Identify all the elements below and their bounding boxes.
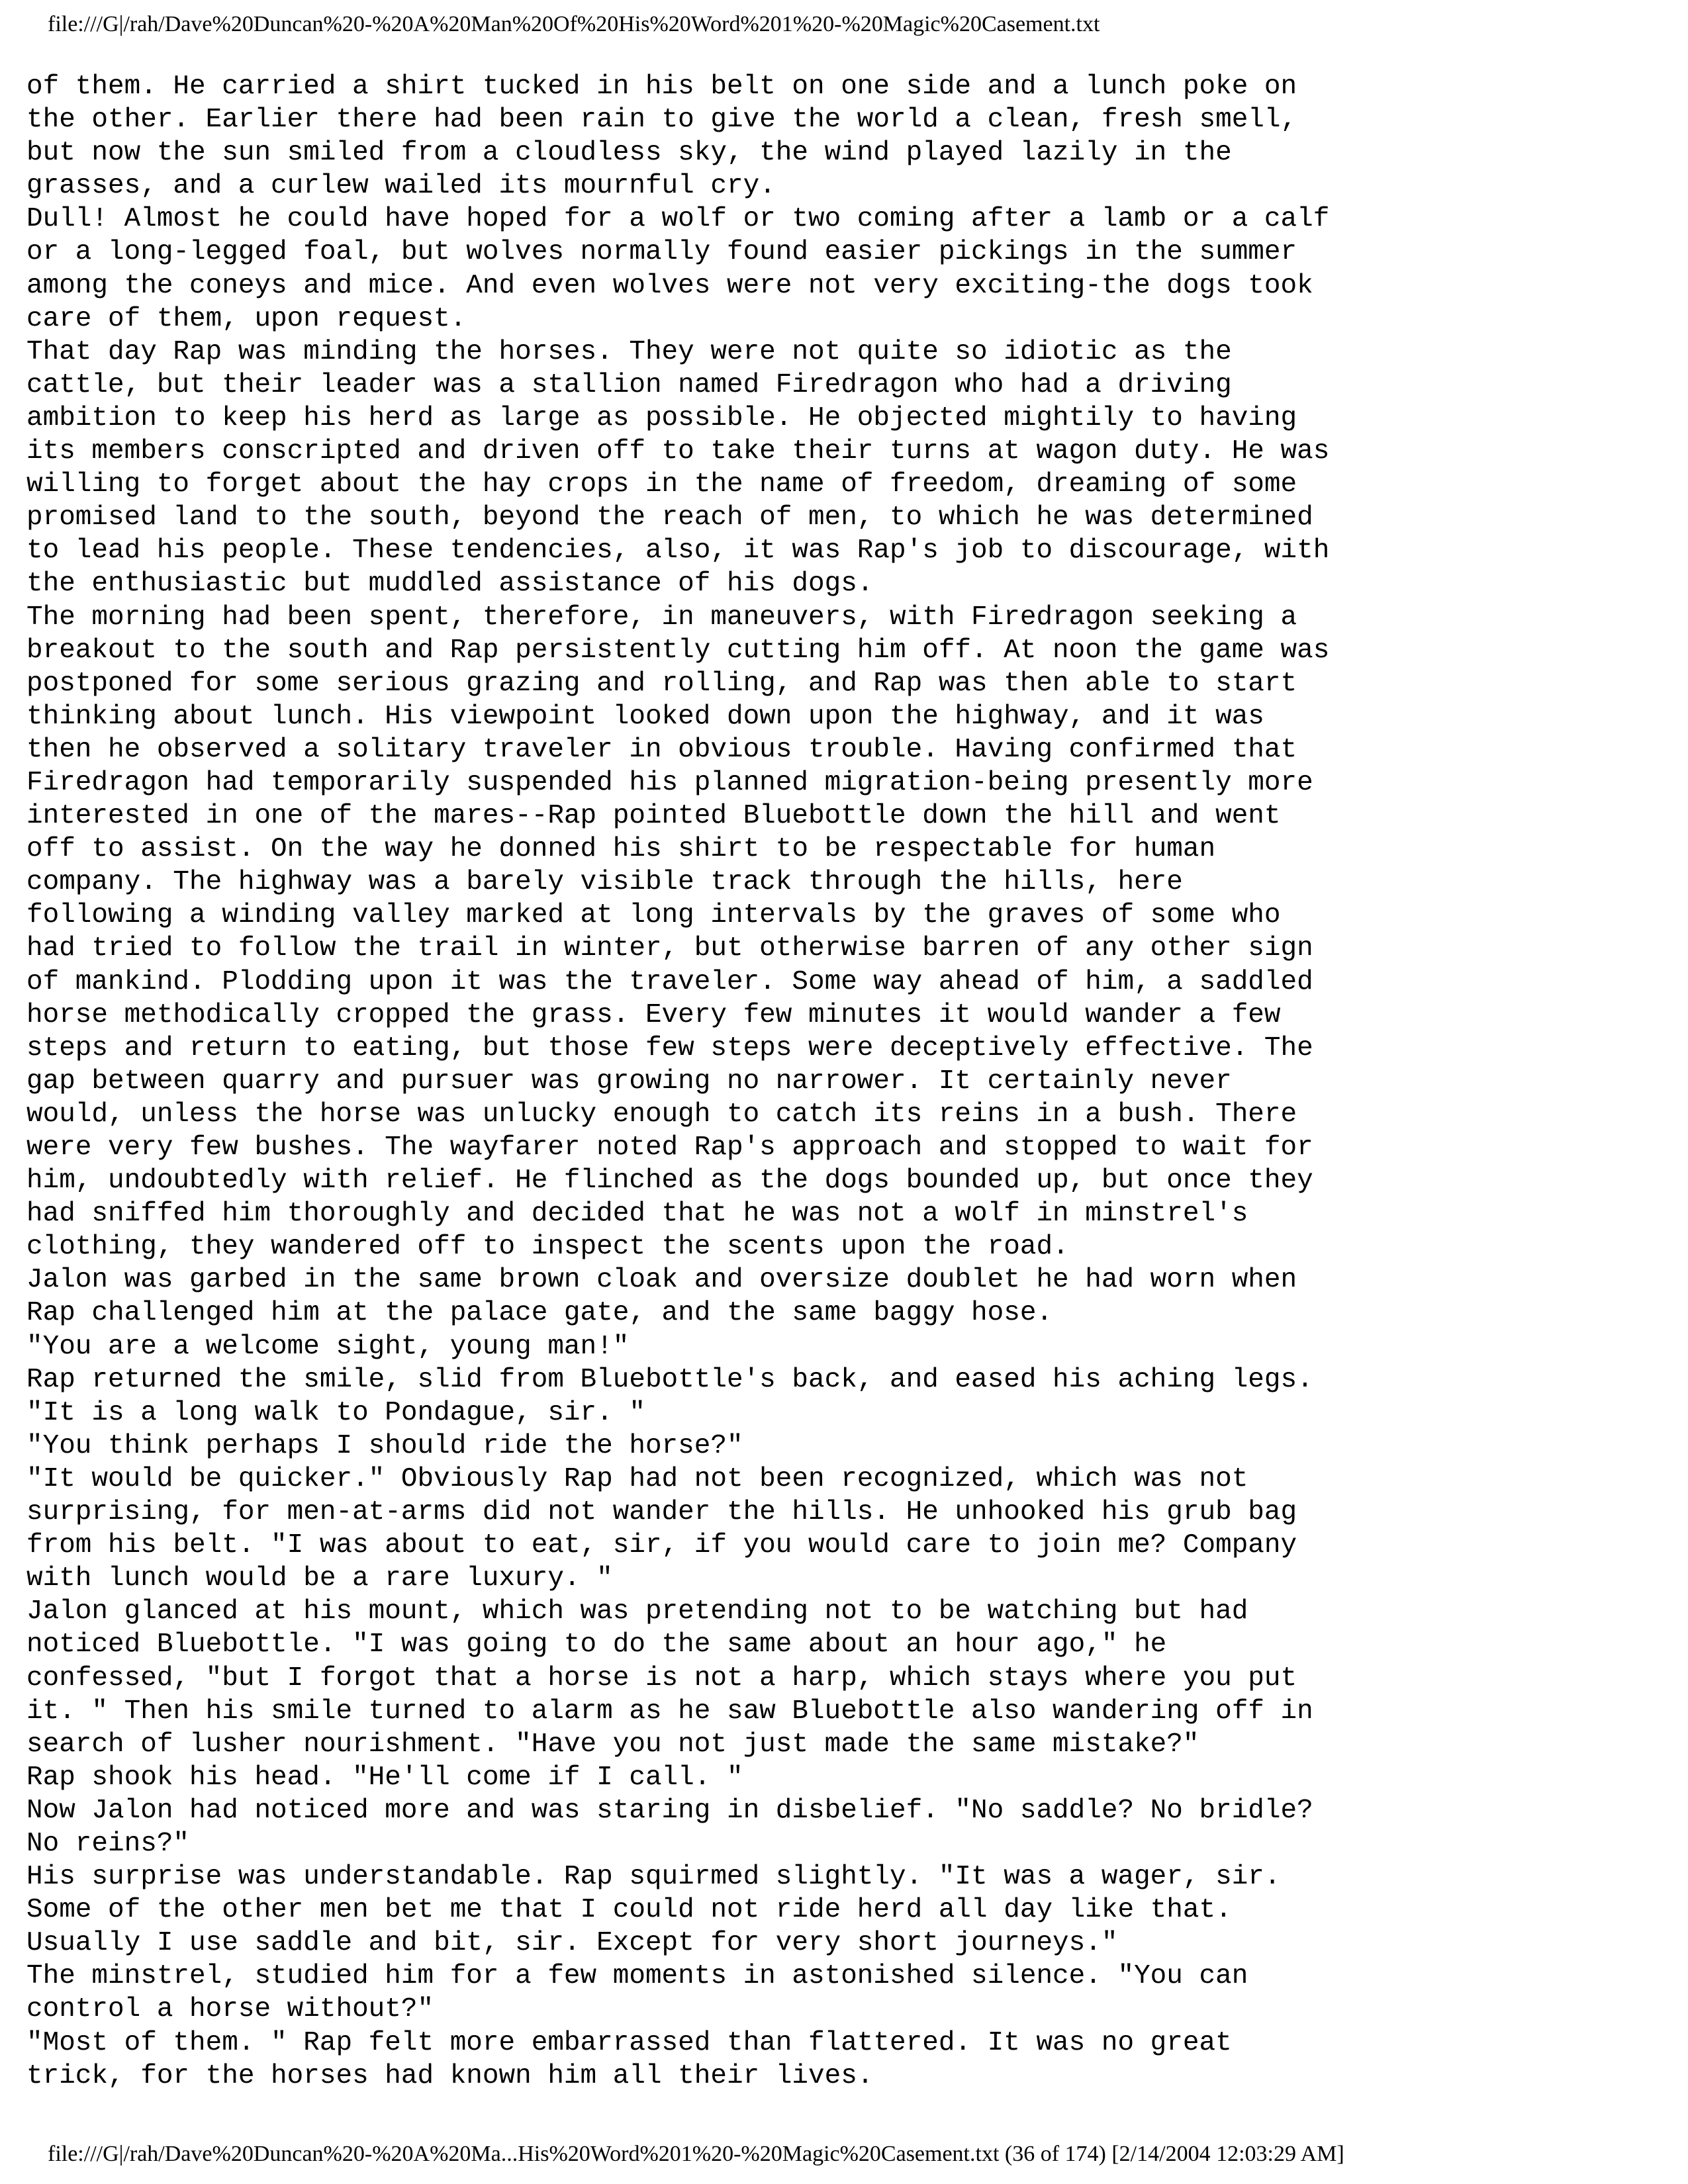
text-line: interested in one of the mares--Rap pointed Bluebottle down the hill and went: [26, 801, 1281, 832]
text-line: company. The highway was a barely visible track through the hills, here: [26, 867, 1183, 898]
text-line: but now the sun smiled from a cloudless sky, the wind played lazily in the: [26, 138, 1232, 169]
text-line: from his belt. "I was about to eat, sir, if you would care to join me? Company: [26, 1530, 1297, 1561]
text-line: Some of the other men bet me that I could not ride herd all day like that.: [26, 1895, 1232, 1926]
text-line: following a winding valley marked at long intervals by the graves of some who: [26, 900, 1281, 931]
text-line: cattle, but their leader was a stallion named Firedragon who had a driving: [26, 369, 1232, 400]
text-line: steps and return to eating, but those few steps were deceptively effective. The: [26, 1032, 1313, 1064]
text-line: "Most of them. " Rap felt more embarrassed than flattered. It was no great: [26, 2027, 1232, 2058]
text-line: His surprise was understandable. Rap squirmed slightly. "It was a wager, sir.: [26, 1862, 1281, 1893]
text-line: breakout to the south and Rap persistently cutting him off. At noon the game was: [26, 635, 1330, 666]
text-line: trick, for the horses had known him all their lives.: [26, 2060, 874, 2091]
text-line: grasses, and a curlew wailed its mournful cry.: [26, 171, 776, 202]
text-line: control a horse without?": [26, 1994, 434, 2025]
text-line: the enthusiastic but muddled assistance of his dogs.: [26, 569, 874, 600]
text-line: Rap shook his head. "He'll come if I call. ": [26, 1762, 743, 1793]
text-line: "It would be quicker." Obviously Rap had not been recognized, which was not: [26, 1463, 1248, 1494]
text-line: confessed, "but I forgot that a horse is not a harp, which stays where you put: [26, 1662, 1297, 1694]
text-line: surprising, for men-at-arms did not wander the hills. He unhooked his grub bag: [26, 1497, 1297, 1528]
page-footer: file:///G|/rah/Dave%20Duncan%20-%20A%20Ma...His%20Word%201%20-%20Magic%20Casement.txt (36 of 174) [2/14/2004 12:03:29 AM]: [48, 2142, 1344, 2166]
text-line: Usually I use saddle and bit, sir. Except for very short journeys.": [26, 1928, 1118, 1959]
text-line: "It is a long walk to Pondague, sir. ": [26, 1397, 645, 1428]
text-line: Rap returned the smile, slid from Bluebottle's back, and eased his aching legs.: [26, 1364, 1313, 1395]
text-line: the other. Earlier there had been rain to give the world a clean, fresh smell,: [26, 105, 1297, 136]
text-line: clothing, they wandered off to inspect the scents upon the road.: [26, 1232, 1069, 1263]
text-line: Dull! Almost he could have hoped for a wolf or two coming after a lamb or a calf: [26, 204, 1330, 235]
text-line: with lunch would be a rare luxury. ": [26, 1563, 613, 1594]
text-line: That day Rap was minding the horses. They were not quite so idiotic as the: [26, 336, 1232, 367]
text-line: him, undoubtedly with relief. He flinched as the dogs bounded up, but once they: [26, 1165, 1313, 1197]
text-line: search of lusher nourishment. "Have you not just made the same mistake?": [26, 1729, 1199, 1760]
text-line: noticed Bluebottle. "I was going to do the same about an hour ago," he: [26, 1629, 1167, 1661]
text-line: postponed for some serious grazing and rolling, and Rap was then able to start: [26, 668, 1297, 699]
text-line: would, unless the horse was unlucky enough to catch its reins in a bush. There: [26, 1099, 1297, 1130]
text-line: gap between quarry and pursuer was growing no narrower. It certainly never: [26, 1066, 1232, 1097]
text-line: care of them, upon request.: [26, 303, 467, 334]
text-line: of them. He carried a shirt tucked in his belt on one side and a lunch poke on: [26, 71, 1297, 102]
text-line: Firedragon had temporarily suspended his planned migration-being presently more: [26, 767, 1313, 798]
text-line: The morning had been spent, therefore, in maneuvers, with Firedragon seeking a: [26, 602, 1297, 633]
text-line: had sniffed him thoroughly and decided that he was not a wolf in minstrel's: [26, 1199, 1248, 1230]
text-line: thinking about lunch. His viewpoint looked down upon the highway, and it was: [26, 701, 1264, 732]
text-line: No reins?": [26, 1828, 190, 1859]
text-line: ambition to keep his herd as large as possible. He objected mightily to having: [26, 402, 1297, 433]
text-line: willing to forget about the hay crops in the name of freedom, dreaming of some: [26, 469, 1297, 500]
text-line: The minstrel, studied him for a few moments in astonished silence. "You can: [26, 1961, 1248, 1992]
text-line: of mankind. Plodding upon it was the traveler. Some way ahead of him, a saddled: [26, 966, 1313, 997]
text-line: Rap challenged him at the palace gate, and the same baggy hose.: [26, 1298, 1053, 1329]
text-line: it. " Then his smile turned to alarm as he saw Bluebottle also wandering off in: [26, 1696, 1313, 1727]
text-line: "You think perhaps I should ride the horse?": [26, 1430, 743, 1461]
text-line: Jalon glanced at his mount, which was pretending not to be watching but had: [26, 1596, 1248, 1627]
page-header-path: file:///G|/rah/Dave%20Duncan%20-%20A%20Man%20Of%20His%20Word%201%20-%20Magic%20Casement.txt: [48, 12, 1100, 36]
text-line: then he observed a solitary traveler in obvious trouble. Having confirmed that: [26, 734, 1297, 765]
text-line: "You are a welcome sight, young man!": [26, 1331, 630, 1362]
text-line: among the coneys and mice. And even wolves were not very exciting-the dogs took: [26, 270, 1313, 301]
document-body: [26, 70, 1668, 2093]
text-line: had tried to follow the trail in winter, but otherwise barren of any other sign: [26, 933, 1313, 964]
text-line: promised land to the south, beyond the reach of men, to which he was determined: [26, 502, 1313, 533]
text-line: off to assist. On the way he donned his shirt to be respectable for human: [26, 834, 1216, 865]
text-line: Now Jalon had noticed more and was staring in disbelief. "No saddle? No bridle?: [26, 1795, 1313, 1826]
text-line: or a long-legged foal, but wolves normally found easier pickings in the summer: [26, 237, 1297, 268]
text-line: to lead his people. These tendencies, also, it was Rap's job to discourage, with: [26, 535, 1330, 567]
text-line: Jalon was garbed in the same brown cloak and oversize doublet he had worn when: [26, 1265, 1297, 1296]
text-line: horse methodically cropped the grass. Every few minutes it would wander a few: [26, 999, 1281, 1030]
text-line: were very few bushes. The wayfarer noted Rap's approach and stopped to wait for: [26, 1132, 1313, 1163]
text-line: its members conscripted and driven off to take their turns at wagon duty. He was: [26, 436, 1330, 467]
